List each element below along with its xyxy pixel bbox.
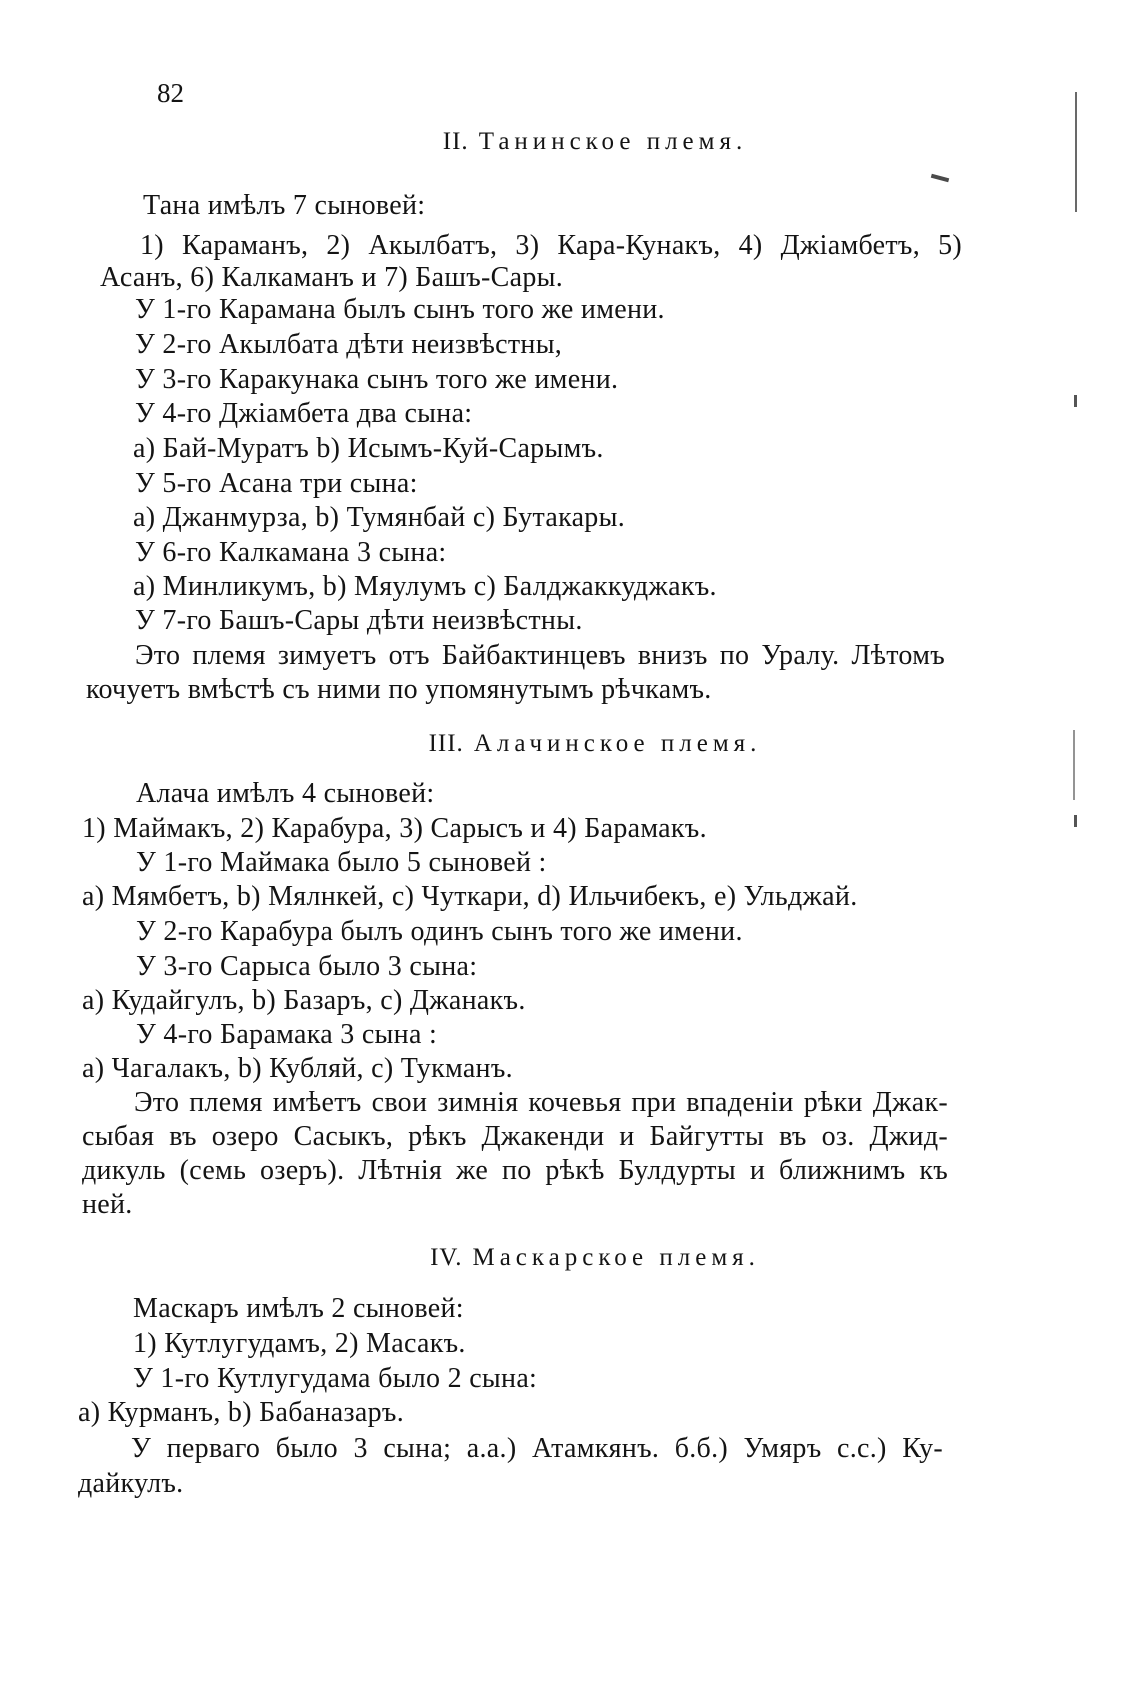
text-line: У 3-го Каракунака сынъ того же имени.: [135, 364, 619, 395]
section-heading-alachinskoe: [0, 730, 1140, 758]
text-line: Асанъ, 6) Калкаманъ и 7) Башъ-Сары.: [100, 262, 564, 293]
text-line: У 6-го Калкамана 3 сына:: [135, 537, 447, 568]
text-line: 1) Маймакъ, 2) Карабура, 3) Сарысъ и 4) Барамакъ.: [82, 813, 707, 844]
text-line: a) Бай-Муратъ b) Исымъ-Куй-Сарымъ.: [133, 433, 604, 464]
text-line: Это племя зимуетъ отъ Байбактинцевъ внизъ по Уралу. Лѣтомъ: [135, 640, 945, 671]
text-line: У 3-го Сарыса было 3 сына:: [136, 951, 478, 982]
scan-artifact-mark: [1074, 815, 1077, 827]
text-line: дайкулъ.: [78, 1468, 184, 1499]
text-line: дикуль (семь озеръ). Лѣтнія же по рѣкѣ Булдурты и ближнимъ къ: [82, 1155, 948, 1186]
text-line: Это племя имѣетъ свои зимнія кочевья при впаденіи рѣки Джак-: [134, 1087, 948, 1118]
text-line: a) Курманъ, b) Бабаназаръ.: [78, 1397, 404, 1428]
section-numeral: III.: [428, 730, 464, 757]
text-line: У 2-го Акылбата дѣти неизвѣстны,: [135, 329, 563, 360]
scan-artifact-mark: [931, 174, 949, 183]
section-heading-taninskoe: [0, 128, 1140, 156]
text-line: a) Кудайгулъ, b) Базаръ, c) Джанакъ.: [82, 985, 526, 1016]
text-line: a) Джанмурза, b) Тумянбай c) Бутакары.: [133, 502, 626, 533]
text-line: У 2-го Карабура былъ одинъ сынъ того же имени.: [136, 916, 743, 947]
text-line: a) Чагалакъ, b) Кубляй, c) Тукманъ.: [82, 1053, 513, 1084]
text-line: сыбая въ озеро Сасыкъ, рѣкъ Джакенди и Байгутты въ оз. Джид-: [82, 1121, 948, 1152]
text-line: У 1-го Кутлугудама было 2 сына:: [133, 1363, 538, 1394]
section-numeral: II.: [442, 128, 469, 155]
page-number: 82: [157, 78, 184, 108]
text-line: У 1-го Карамана былъ сынъ того же имени.: [135, 294, 665, 325]
section-title: Маскарское племя.: [472, 1244, 760, 1271]
text-line: ней.: [82, 1189, 133, 1220]
text-line: У 4-го Барамака 3 сына :: [136, 1019, 438, 1050]
section-numeral: IV.: [430, 1244, 463, 1271]
text-line: У 1-го Маймака было 5 сыновей :: [136, 847, 547, 878]
scan-artifact-mark: [1075, 92, 1077, 212]
text-line: У 4-го Джіамбета два сына:: [135, 398, 473, 429]
text-line: Тана имѣлъ 7 сыновей:: [143, 190, 426, 221]
text-line: a) Минликумъ, b) Мяулумъ c) Балджаккуджакъ.: [133, 571, 717, 602]
scan-artifact-mark: [1073, 730, 1075, 800]
section-heading-maskarskoe: [0, 1244, 1140, 1272]
text-line: 1) Кутлугудамъ, 2) Масакъ.: [133, 1328, 466, 1359]
section-title: Танинское племя.: [478, 128, 748, 155]
section-title: Алачинское племя.: [473, 730, 762, 757]
text-line: У перваго было 3 сына; а.а.) Атамкянъ. б.б.) Умяръ с.с.) Ку-: [131, 1433, 943, 1464]
text-line: a) Мямбетъ, b) Мялнкей, c) Чуткари, d) Ильчибекъ, e) Ульджай.: [82, 881, 858, 912]
text-line: Алача имѣлъ 4 сыновей:: [136, 778, 435, 809]
scan-artifact-mark: [1074, 395, 1077, 407]
text-line: 1) Караманъ, 2) Акылбатъ, 3) Кара-Кунакъ, 4) Джіамбетъ, 5): [140, 230, 962, 261]
text-line: У 5-го Асана три сына:: [135, 468, 418, 499]
text-line: У 7-го Башъ-Сары дѣти неизвѣстны.: [135, 605, 583, 636]
text-line: кочуетъ вмѣстѣ съ ними по упомянутымъ рѣчкамъ.: [86, 674, 712, 705]
text-line: Маскаръ имѣлъ 2 сыновей:: [133, 1293, 464, 1324]
